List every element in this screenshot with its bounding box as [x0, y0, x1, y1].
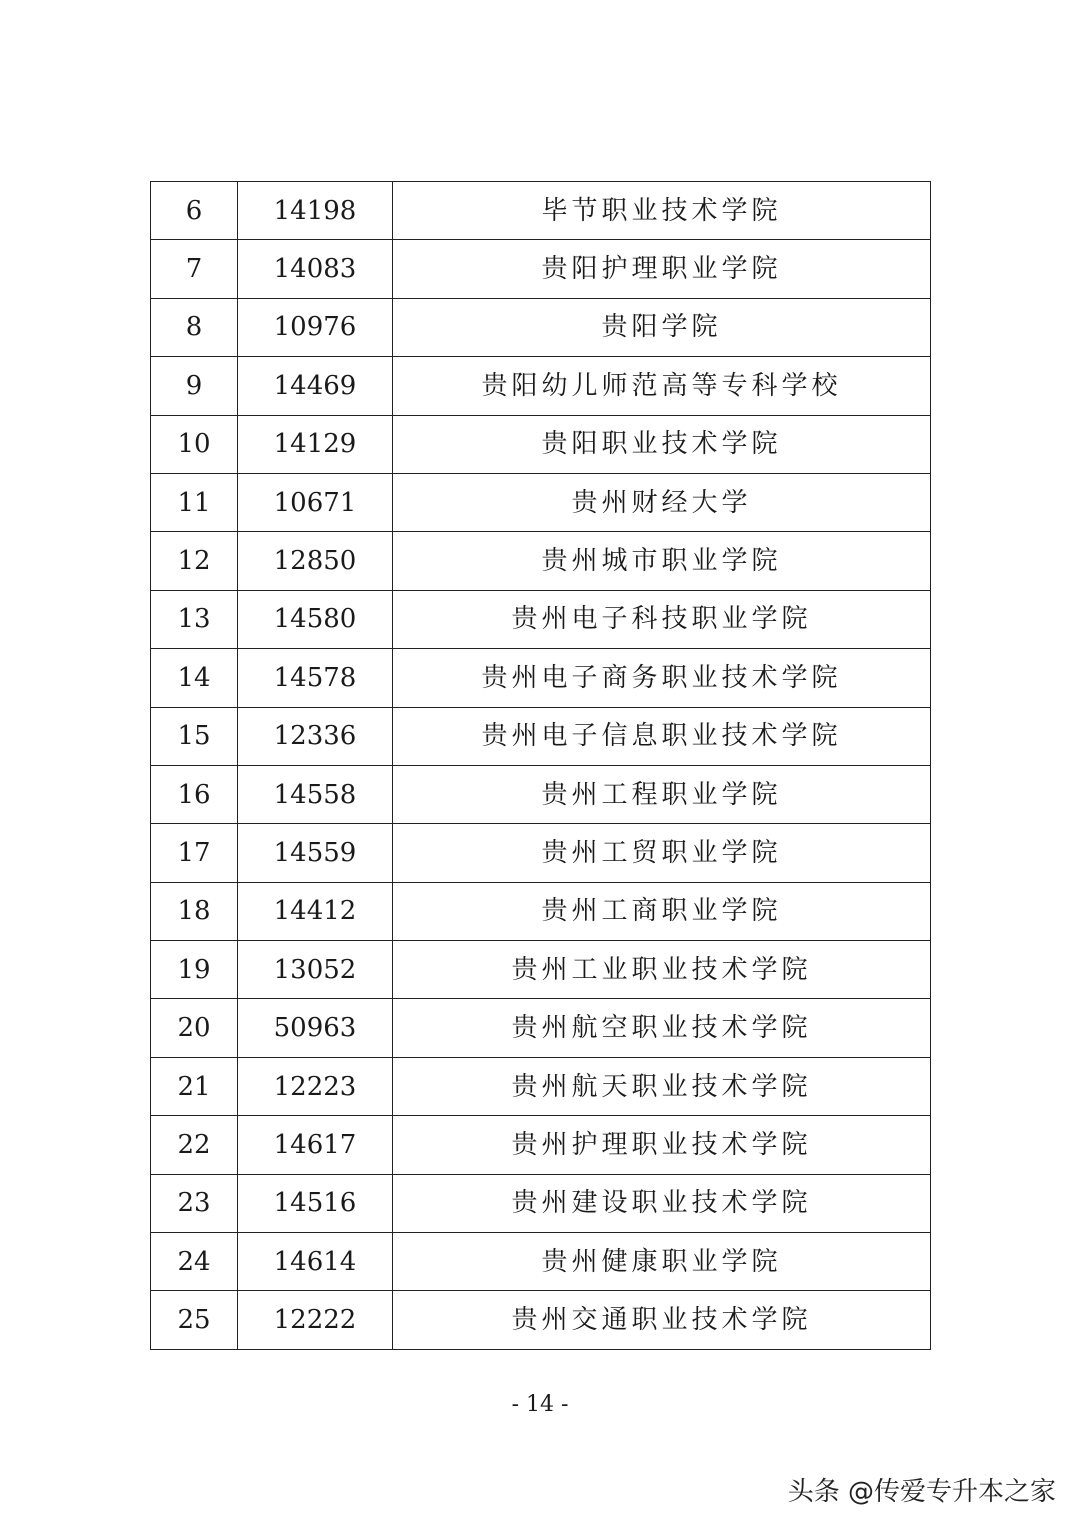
school-name-cell: 贵州财经大学: [393, 473, 931, 531]
table-row: [151, 941, 931, 999]
row-number-cell: 23: [151, 1174, 238, 1232]
table-row: [151, 298, 931, 356]
row-number-cell: 16: [151, 765, 238, 823]
school-code-cell: 14617: [238, 1116, 393, 1174]
school-name-cell: 贵州电子科技职业学院: [393, 590, 931, 648]
row-number-cell: 15: [151, 707, 238, 765]
row-number-cell: 9: [151, 357, 238, 415]
school-code-cell: 14198: [238, 182, 393, 240]
school-code-cell: 10976: [238, 298, 393, 356]
school-name-cell: 贵州交通职业技术学院: [393, 1291, 931, 1349]
school-code-cell: 14559: [238, 824, 393, 882]
school-code-cell: 14469: [238, 357, 393, 415]
school-name-cell: 贵州健康职业学院: [393, 1233, 931, 1291]
school-name-cell: 贵州工业职业技术学院: [393, 941, 931, 999]
row-number-cell: 14: [151, 649, 238, 707]
school-name-cell: 贵州护理职业技术学院: [393, 1116, 931, 1174]
table-row: [151, 707, 931, 765]
school-name-cell: 贵州电子商务职业技术学院: [393, 649, 931, 707]
school-code-cell: 12336: [238, 707, 393, 765]
school-code-cell: 14129: [238, 415, 393, 473]
school-name-cell: 贵州工贸职业学院: [393, 824, 931, 882]
row-number-cell: 25: [151, 1291, 238, 1349]
school-name-cell: 贵阳职业技术学院: [393, 415, 931, 473]
table-row: [151, 1116, 931, 1174]
row-number-cell: 11: [151, 473, 238, 531]
table-row: [151, 1057, 931, 1115]
row-number-cell: 24: [151, 1233, 238, 1291]
school-code-cell: 13052: [238, 941, 393, 999]
school-code-cell: 14614: [238, 1233, 393, 1291]
school-name-cell: 贵州城市职业学院: [393, 532, 931, 590]
row-number-cell: 6: [151, 182, 238, 240]
table-row: [151, 765, 931, 823]
school-code-cell: 14516: [238, 1174, 393, 1232]
table-row: [151, 1233, 931, 1291]
school-code-cell: 14578: [238, 649, 393, 707]
school-name-cell: 贵阳幼儿师范高等专科学校: [393, 357, 931, 415]
page-number: - 14 -: [511, 1392, 569, 1417]
table-row: [151, 649, 931, 707]
school-name-cell: 贵州电子信息职业技术学院: [393, 707, 931, 765]
school-code-cell: 14558: [238, 765, 393, 823]
school-name-cell: 贵州航空职业技术学院: [393, 999, 931, 1057]
row-number-cell: 21: [151, 1057, 238, 1115]
school-code-cell: 14412: [238, 882, 393, 940]
school-name-cell: 贵州航天职业技术学院: [393, 1057, 931, 1115]
school-name-cell: 毕节职业技术学院: [393, 182, 931, 240]
school-code-cell: 14580: [238, 590, 393, 648]
row-number-cell: 7: [151, 240, 238, 298]
school-name-cell: 贵阳学院: [393, 298, 931, 356]
table-row: [151, 182, 931, 240]
table-row: [151, 473, 931, 531]
row-number-cell: 8: [151, 298, 238, 356]
school-code-cell: 10671: [238, 473, 393, 531]
row-number-cell: 20: [151, 999, 238, 1057]
table-body: [151, 182, 931, 1350]
row-number-cell: 10: [151, 415, 238, 473]
school-code-cell: 50963: [238, 999, 393, 1057]
school-name-cell: 贵州工商职业学院: [393, 882, 931, 940]
row-number-cell: 19: [151, 941, 238, 999]
table-row: [151, 357, 931, 415]
school-code-cell: 12850: [238, 532, 393, 590]
table-row: [151, 240, 931, 298]
table-row: [151, 1174, 931, 1232]
row-number-cell: 18: [151, 882, 238, 940]
table-row: [151, 999, 931, 1057]
school-code-cell: 12222: [238, 1291, 393, 1349]
table-row: [151, 415, 931, 473]
table-row: [151, 532, 931, 590]
school-list-table: [150, 181, 931, 1350]
row-number-cell: 12: [151, 532, 238, 590]
school-name-cell: 贵州建设职业技术学院: [393, 1174, 931, 1232]
table-row: [151, 824, 931, 882]
school-name-cell: 贵州工程职业学院: [393, 765, 931, 823]
table-row: [151, 1291, 931, 1349]
table-row: [151, 590, 931, 648]
school-name-cell: 贵阳护理职业学院: [393, 240, 931, 298]
watermark-text: 头条 @传爱专升本之家: [787, 1477, 1056, 1507]
row-number-cell: 22: [151, 1116, 238, 1174]
school-code-cell: 14083: [238, 240, 393, 298]
row-number-cell: 13: [151, 590, 238, 648]
row-number-cell: 17: [151, 824, 238, 882]
school-code-cell: 12223: [238, 1057, 393, 1115]
table-row: [151, 882, 931, 940]
